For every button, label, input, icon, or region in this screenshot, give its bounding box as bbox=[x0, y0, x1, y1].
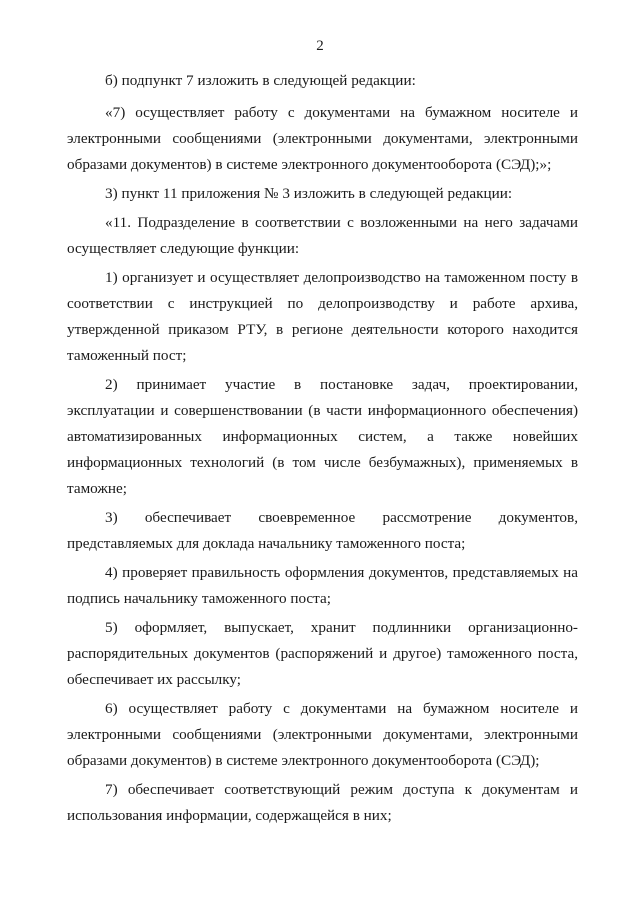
paragraph-item-7-quote: «7) осуществляет работу с документами на бумажном носителе и электронными сообщениями (электронными документами, электронными образами документов) в системе электронного документооборота (СЭД);»; bbox=[67, 104, 578, 173]
document-body bbox=[67, 68, 578, 829]
paragraph-function-7: 7) обеспечивает соответствующий режим доступа к документам и использования информации, содержащейся в них; bbox=[67, 781, 578, 824]
paragraph-function-5: 5) оформляет, выпускает, хранит подлинники организационно-распорядительных документов (распоряжений и другое) таможенного поста, обеспечивает их рассылку; bbox=[67, 619, 578, 688]
paragraph-point-11-intro: «11. Подразделение в соответствии с возложенными на него задачами осуществляет следующие функции: bbox=[67, 214, 578, 257]
paragraph-function-2: 2) принимает участие в постановке задач, проектировании, эксплуатации и совершенствовании (в части информационного обеспечения) автоматизированных информационных систем, а также новейших информационных технологий (в том числе безбумажных), применяемых в таможне; bbox=[67, 376, 578, 497]
paragraph-function-3: 3) обеспечивает своевременное рассмотрение документов, представляемых для доклада начальнику таможенного поста; bbox=[67, 509, 578, 552]
paragraph-function-6: 6) осуществляет работу с документами на бумажном носителе и электронными сообщениями (электронными документами, электронными образами документов) в системе электронного документооборота (СЭД); bbox=[67, 700, 578, 769]
paragraph-function-4: 4) проверяет правильность оформления документов, представляемых на подпись начальнику таможенного поста; bbox=[67, 564, 578, 607]
paragraph-subpoint-b: б) подпункт 7 изложить в следующей редакции: bbox=[105, 72, 416, 89]
page-number: 2 bbox=[316, 38, 324, 54]
paragraph-point-3: 3) пункт 11 приложения № 3 изложить в следующей редакции: bbox=[105, 185, 513, 202]
paragraph-function-1: 1) организует и осуществляет делопроизводство на таможенном посту в соответствии с инструкцией по делопроизводству и работе архива, утвержденной приказом РТУ, в регионе деятельности которого находится таможенный пост; bbox=[67, 269, 578, 364]
